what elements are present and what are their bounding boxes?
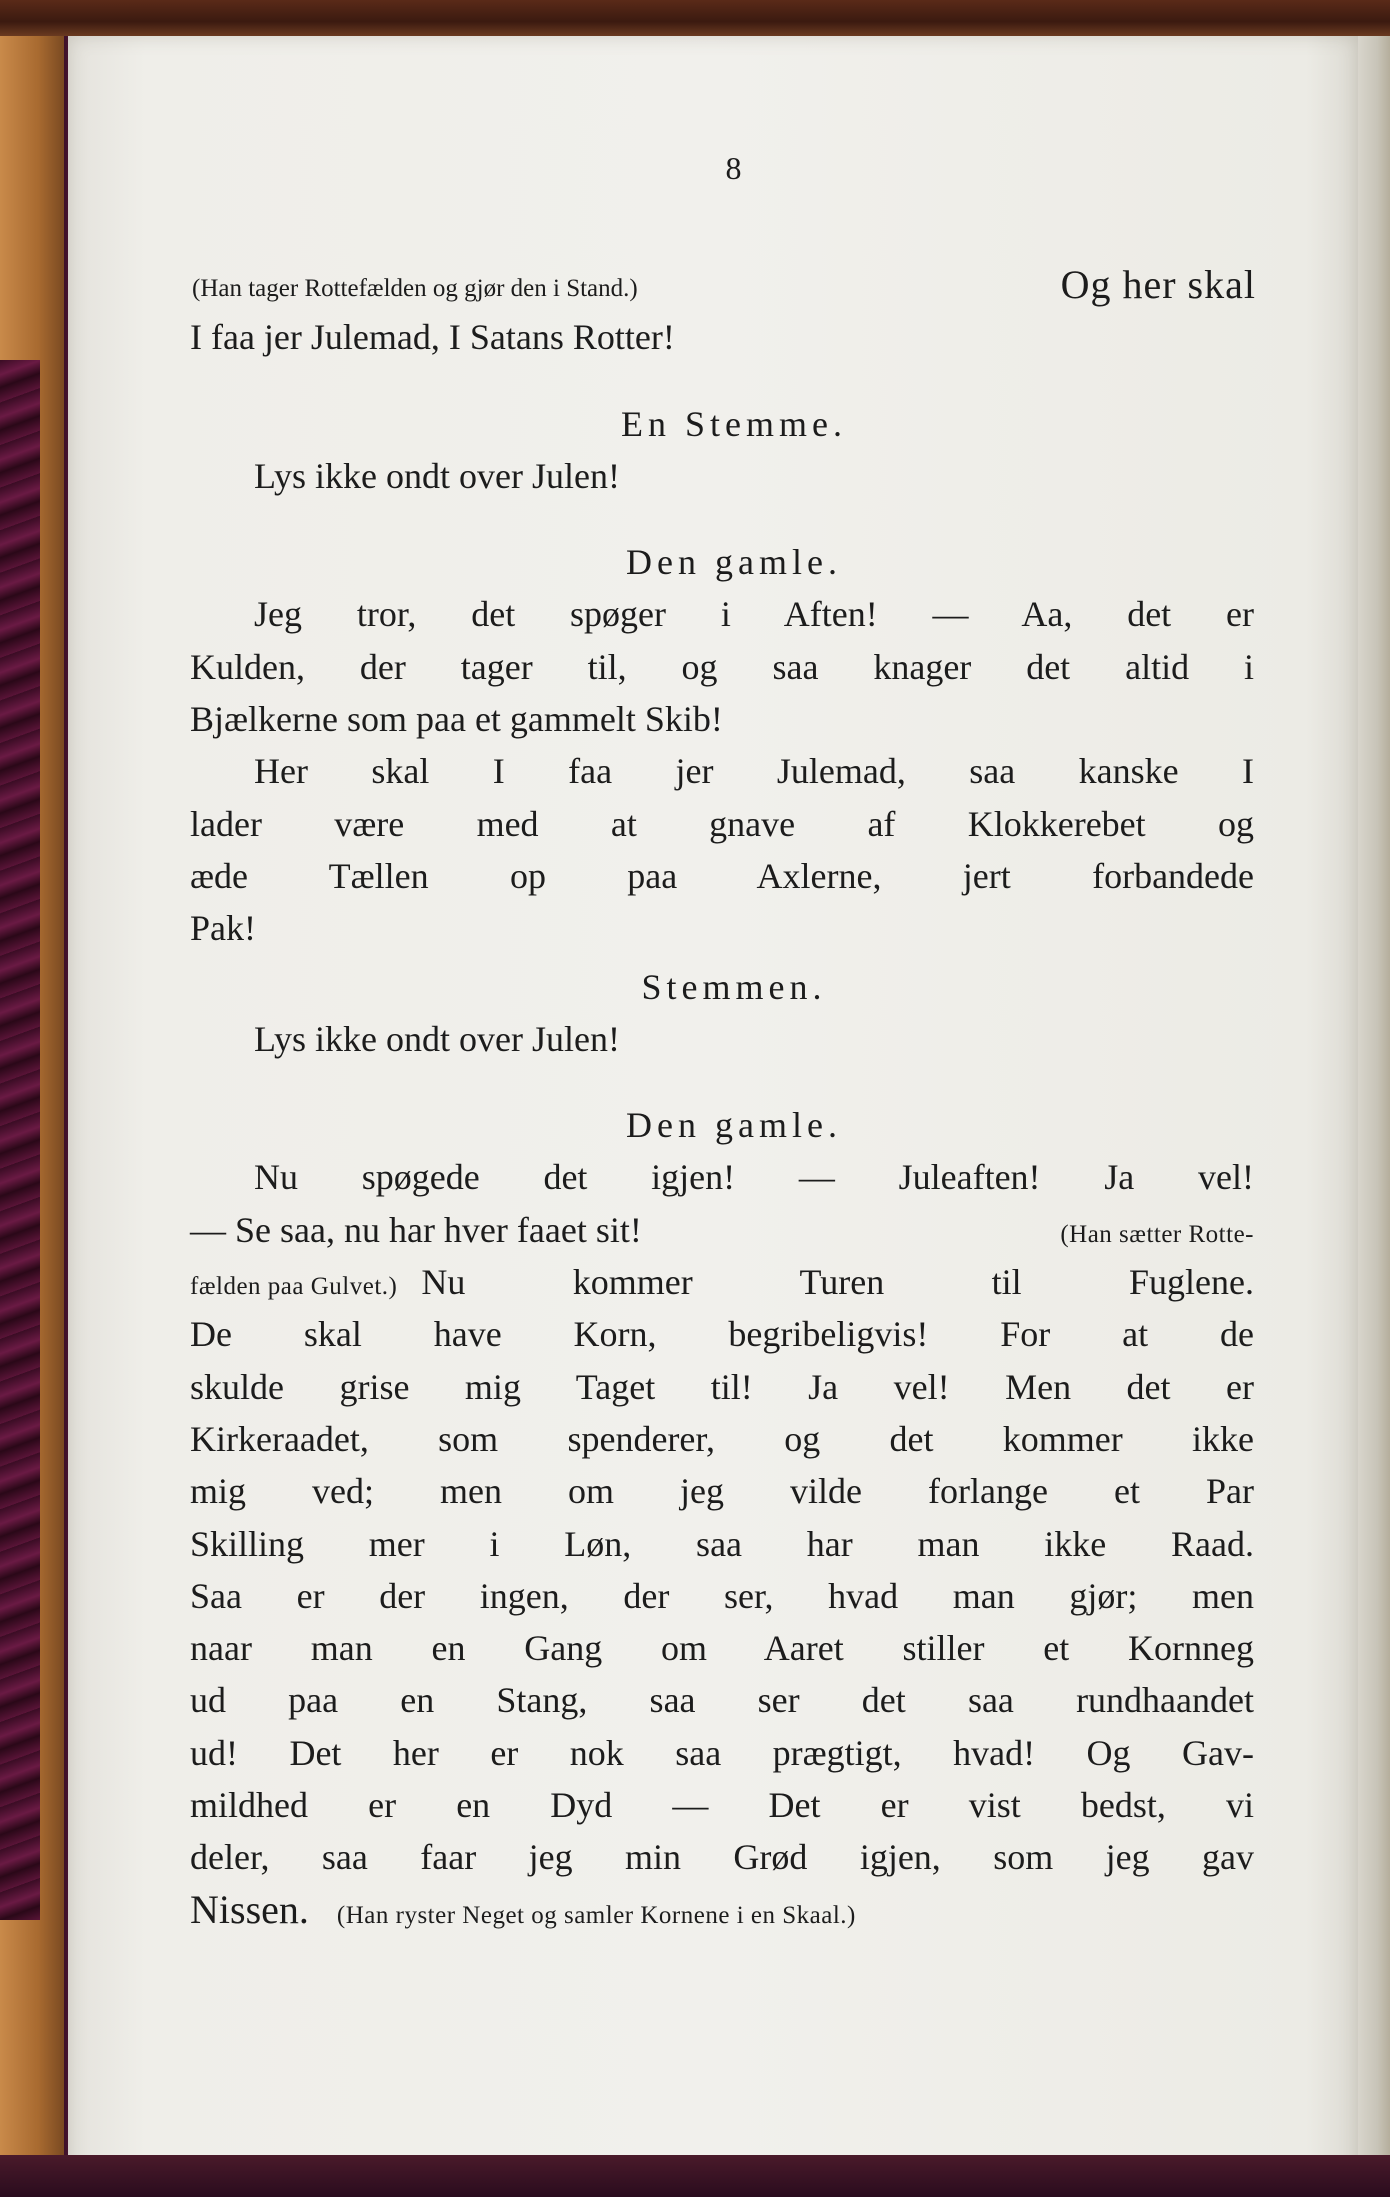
speaker-name: Den gamle. xyxy=(626,1105,842,1146)
text-fragment: Nissen. xyxy=(190,1886,309,1932)
text-line: Lys ikke ondt over Julen! xyxy=(254,455,620,496)
text-fragment: Nu kommer Turen til Fuglene. xyxy=(421,1262,1254,1303)
text-line: De skal have Korn, begribeligvis! For at de xyxy=(190,1314,1254,1355)
text-line: skulde grise mig Taget til! Ja vel! Men det er xyxy=(190,1366,1254,1407)
stage-direction-line xyxy=(192,259,1256,311)
text-line: mildhed er en Dyd — Det er vist bedst, vi xyxy=(190,1785,1254,1826)
text-line: ud paa en Stang, saa ser det saa rundhaandet xyxy=(190,1680,1254,1721)
text-line: Kirkeraadet, som spenderer, og det kommer ikke xyxy=(190,1418,1254,1459)
text-line-with-direction xyxy=(190,1204,1254,1256)
speaker-name: Stemmen. xyxy=(641,966,827,1007)
text-line: Saa er der ingen, der ser, hvad man gjør; men xyxy=(190,1575,1254,1616)
stage-direction: (Han sætter Rotte- xyxy=(1060,1220,1254,1248)
text-line: I faa jer Julemad, I Satans Rotter! xyxy=(190,317,675,358)
page-number: 8 xyxy=(725,150,743,186)
text-line: Jeg tror, det spøger i Aften! — Aa, det er xyxy=(254,594,1254,635)
text-line: Skilling mer i Løn, saa har man ikke Raad. xyxy=(190,1523,1254,1564)
page-edge xyxy=(1358,36,1390,2178)
text-line: ud! Det her er nok saa prægtigt, hvad! Og Gav- xyxy=(190,1732,1254,1773)
speaker-name: Den gamle. xyxy=(626,542,842,583)
speaker-name: En Stemme. xyxy=(621,403,847,444)
text-line-with-direction xyxy=(190,1884,1254,1936)
text-line: Pak! xyxy=(190,908,256,949)
stage-direction: fælden paa Gulvet.) xyxy=(190,1273,398,1301)
text-fragment: — Se saa, nu har hver faaet sit! xyxy=(190,1209,642,1250)
text-line: Og her skal xyxy=(1060,262,1256,307)
text-line: æde Tællen op paa Axlerne, jert forbandede xyxy=(190,855,1254,896)
text-line: deler, saa faar jeg min Grød igjen, som jeg gav xyxy=(190,1837,1254,1878)
text-line: lader være med at gnave af Klokkerebet og xyxy=(190,803,1254,844)
text-line: naar man en Gang om Aaret stiller et Kornneg xyxy=(190,1628,1254,1669)
stage-direction: (Han tager Rottefælden og gjør den i Stand.) xyxy=(192,275,638,302)
stage-direction: (Han ryster Neget og samler Kornene i en Skaal.) xyxy=(336,1901,856,1929)
text-line: Kulden, der tager til, og saa knager det altid i xyxy=(190,646,1254,687)
text-line: mig ved; men om jeg vilde forlange et Par xyxy=(190,1471,1254,1512)
marbled-cover xyxy=(0,360,40,1920)
text-line: Nu spøgede det igjen! — Juleaften! Ja vel! xyxy=(254,1157,1254,1198)
book-cover-top xyxy=(0,0,1390,36)
text-line-with-direction xyxy=(190,1256,1254,1308)
page-text xyxy=(190,150,1256,1936)
text-line: Bjælkerne som paa et gammelt Skib! xyxy=(190,699,723,740)
text-line: Lys ikke ondt over Julen! xyxy=(254,1018,620,1059)
text-line: Her skal I faa jer Julemad, saa kanske I xyxy=(254,751,1254,792)
book-cover-bottom xyxy=(0,2155,1390,2197)
